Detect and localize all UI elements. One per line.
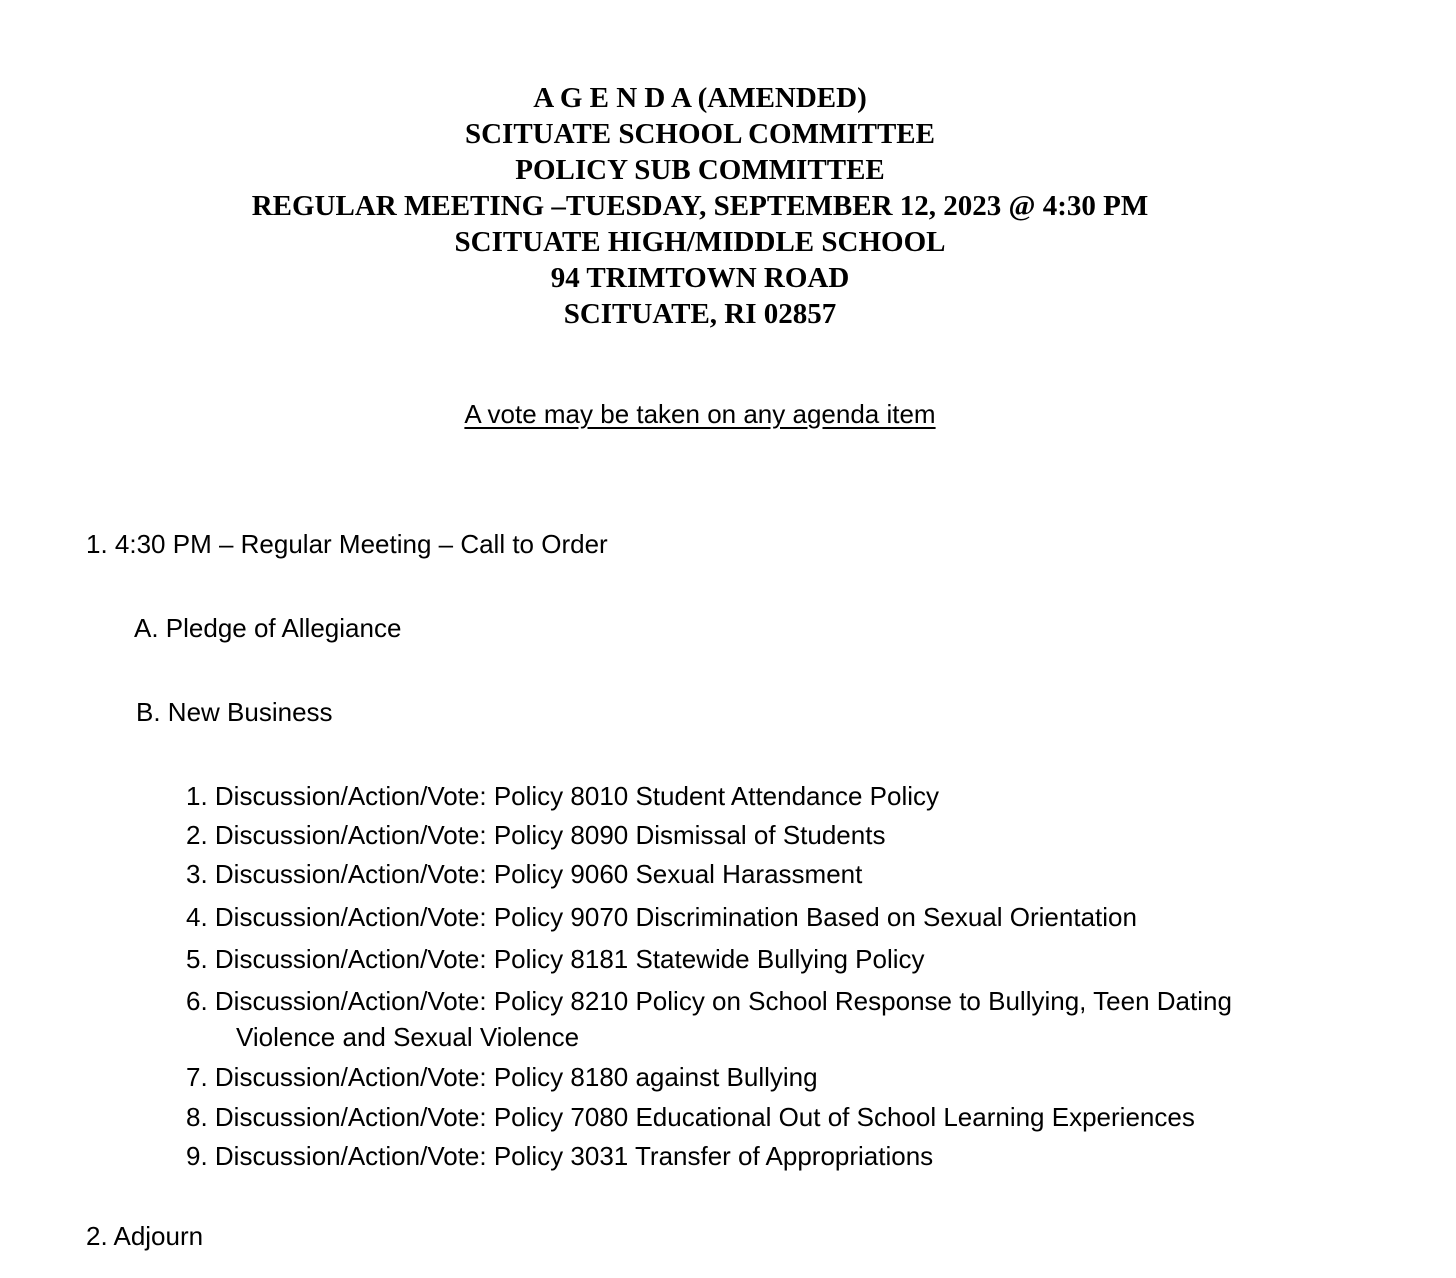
new-business-list — [186, 778, 1232, 1174]
agenda-header — [0, 80, 1400, 332]
list-item-text: 5. Discussion/Action/Vote: Policy 8181 Statewide Bullying Policy — [186, 944, 925, 974]
vote-note: A vote may be taken on any agenda item — [464, 399, 936, 429]
agenda-item-call-to-order: 1. 4:30 PM – Regular Meeting – Call to Order — [86, 529, 608, 559]
list-item-continuation: Violence and Sexual Violence — [236, 1022, 580, 1052]
list-item-text: 2. Discussion/Action/Vote: Policy 8090 Dismissal of Students — [186, 820, 886, 850]
header-city-state-zip: SCITUATE, RI 02857 — [563, 298, 837, 330]
header-location-name: SCITUATE HIGH/MIDDLE SCHOOL — [454, 226, 946, 258]
header-subcommittee: POLICY SUB COMMITTEE — [515, 154, 885, 186]
list-item — [186, 899, 1232, 935]
list-item-text: 1. Discussion/Action/Vote: Policy 8010 Student Attendance Policy — [186, 781, 940, 811]
list-item-text: 7. Discussion/Action/Vote: Policy 8180 against Bullying — [186, 1062, 818, 1092]
list-item — [186, 941, 1232, 977]
agenda-subitem-new-business: B. New Business — [136, 697, 333, 727]
header-title: A G E N D A (AMENDED) — [533, 82, 867, 114]
list-item — [186, 983, 1232, 1055]
list-item-text: 8. Discussion/Action/Vote: Policy 7080 Educational Out of School Learning Experiences — [186, 1102, 1195, 1132]
list-item — [186, 856, 1232, 892]
list-item-text: 6. Discussion/Action/Vote: Policy 8210 Policy on School Response to Bullying, Teen Dating — [186, 986, 1232, 1016]
list-item — [186, 1099, 1232, 1135]
list-item-text: 4. Discussion/Action/Vote: Policy 9070 Discrimination Based on Sexual Orientation — [186, 902, 1137, 932]
header-committee: SCITUATE SCHOOL COMMITTEE — [464, 118, 935, 150]
header-street-address: 94 TRIMTOWN ROAD — [550, 262, 850, 294]
list-item — [186, 1059, 1232, 1095]
list-item — [186, 1138, 1232, 1174]
list-item — [186, 778, 1232, 814]
list-item-text: 3. Discussion/Action/Vote: Policy 9060 Sexual Harassment — [186, 859, 863, 889]
list-item — [186, 817, 1232, 853]
agenda-item-adjourn: 2. Adjourn — [86, 1221, 204, 1251]
agenda-subitem-pledge: A. Pledge of Allegiance — [134, 613, 402, 643]
header-meeting-datetime: REGULAR MEETING –TUESDAY, SEPTEMBER 12, 2023 @ 4:30 PM — [251, 190, 1149, 222]
list-item-text: 9. Discussion/Action/Vote: Policy 3031 Transfer of Appropriations — [186, 1141, 934, 1171]
